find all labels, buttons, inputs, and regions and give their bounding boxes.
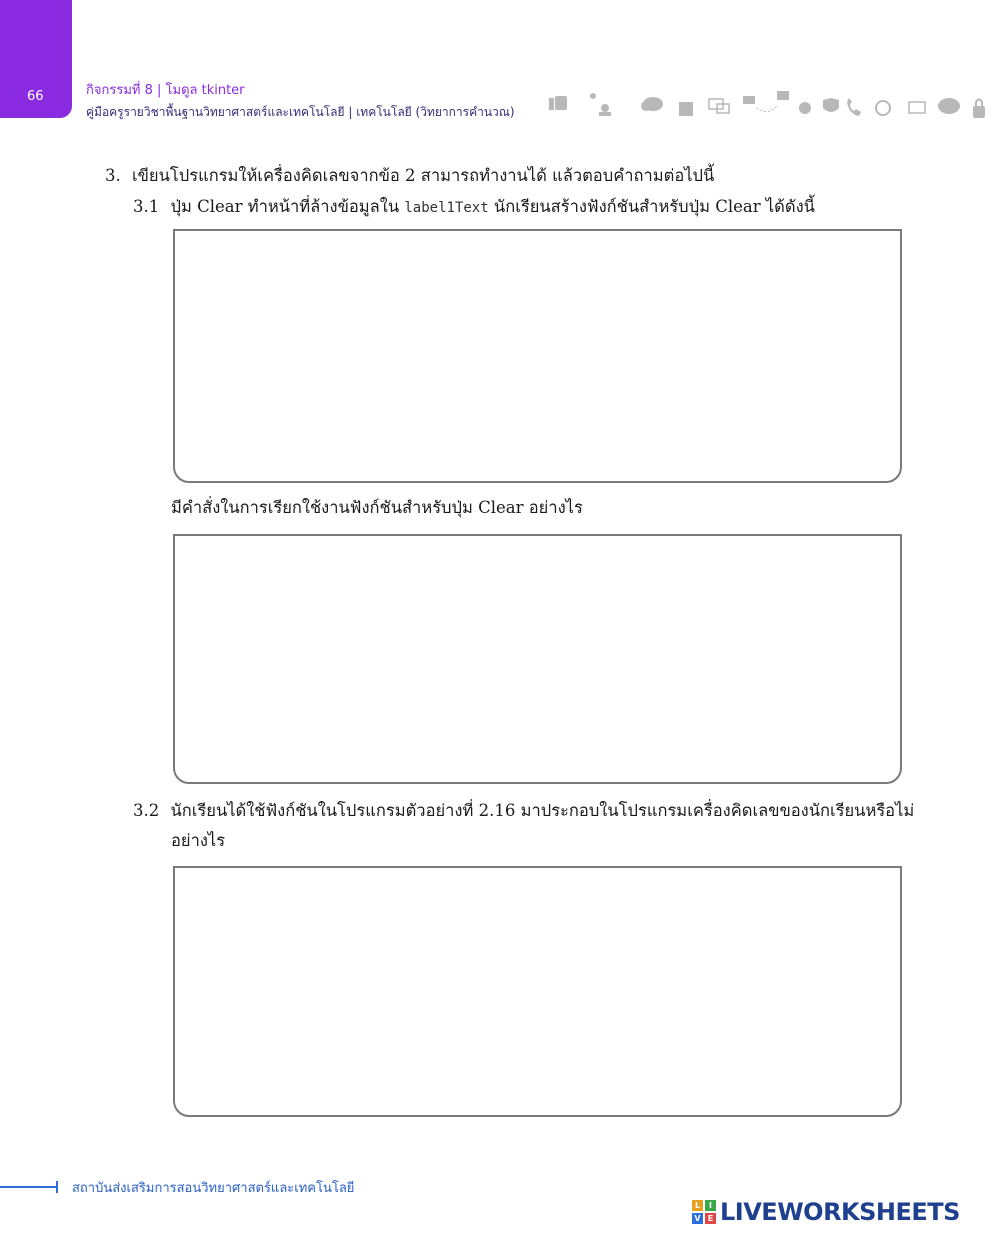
question-3-2-text: นักเรียนได้ใช้ฟังก์ชันในโปรแกรมตัวอย่างที่ 2.16 มาประกอบในโปรแกรมเครื่องคิดเลขของนักเรียนหรือไม่ [170,801,915,820]
page-number: 66 [27,89,44,104]
question-3-text: เขียนโปรแกรมให้เครื่องคิดเลขจากข้อ 2 สามารถทำงานได้ แล้วตอบคำถามต่อไปนี้ [132,166,715,185]
answer-box-3-2[interactable] [173,866,902,1117]
lock-icon [973,100,985,119]
question-3-1-number: 3.1 [133,197,160,216]
thumbs-up-icon [549,96,567,110]
question-3-1-followup: มีคำสั่งในการเรียกใช้งานฟังก์ชันสำหรับปุ่ม Clear อย่างไร [171,498,583,517]
question-3-2-line2: อย่างไร [171,831,226,850]
logo-letter-i: I [705,1200,716,1211]
logo-letter-e: E [705,1213,716,1224]
logo-letter-v: V [692,1213,703,1224]
logo-text: LIVEWORKSHEETS [720,1198,960,1226]
question-3-1 [133,194,815,220]
page-number-tab [0,0,72,118]
question-3-1-text-before: ปุ่ม Clear ทำหน้าที่ล้างข้อมูลใน [170,197,400,216]
logo-squares-icon [692,1200,716,1224]
laptop-icon [909,102,925,113]
question-3 [105,163,714,189]
footer-institute: สถาบันส่งเสริมการสอนวิทยาศาสตร์และเทคโนโลยี [72,1181,355,1196]
question-3-number: 3. [105,166,121,185]
liveworksheets-logo [692,1196,960,1228]
activity-title: กิจกรรมที่ 8 | โมดูล tkinter [86,83,245,98]
footer-divider [0,1186,58,1188]
answer-box-3-1-followup[interactable] [173,534,902,784]
question-3-1-code: label1Text [404,200,489,216]
chat-icon [709,99,729,113]
answer-box-3-1[interactable] [173,229,902,483]
cloud-upload-icon [641,97,663,111]
alarm-clock-icon [876,101,890,115]
network-icon [799,102,811,114]
at-icon [679,102,693,116]
book-title: คู่มือครูรายวิชาพื้นฐานวิทยาศาสตร์และเทคโนโลยี | เทคโนโลยี (วิทยาการคำนวณ) [86,105,515,119]
decorative-icon-strip [545,90,993,122]
speech-bubble-icon [938,98,960,114]
question-3-2-number: 3.2 [133,801,160,820]
mail-icon [743,91,789,112]
users-icon [590,93,611,116]
question-3-2 [133,798,914,824]
question-3-1-text-after: นักเรียนสร้างฟังก์ชันสำหรับปุ่ม Clear ได้ดังนี้ [493,197,815,216]
footer-divider-tick [56,1181,58,1193]
logo-letter-l: L [692,1200,703,1211]
phone-icon [847,98,861,116]
shield-icon [823,98,839,112]
